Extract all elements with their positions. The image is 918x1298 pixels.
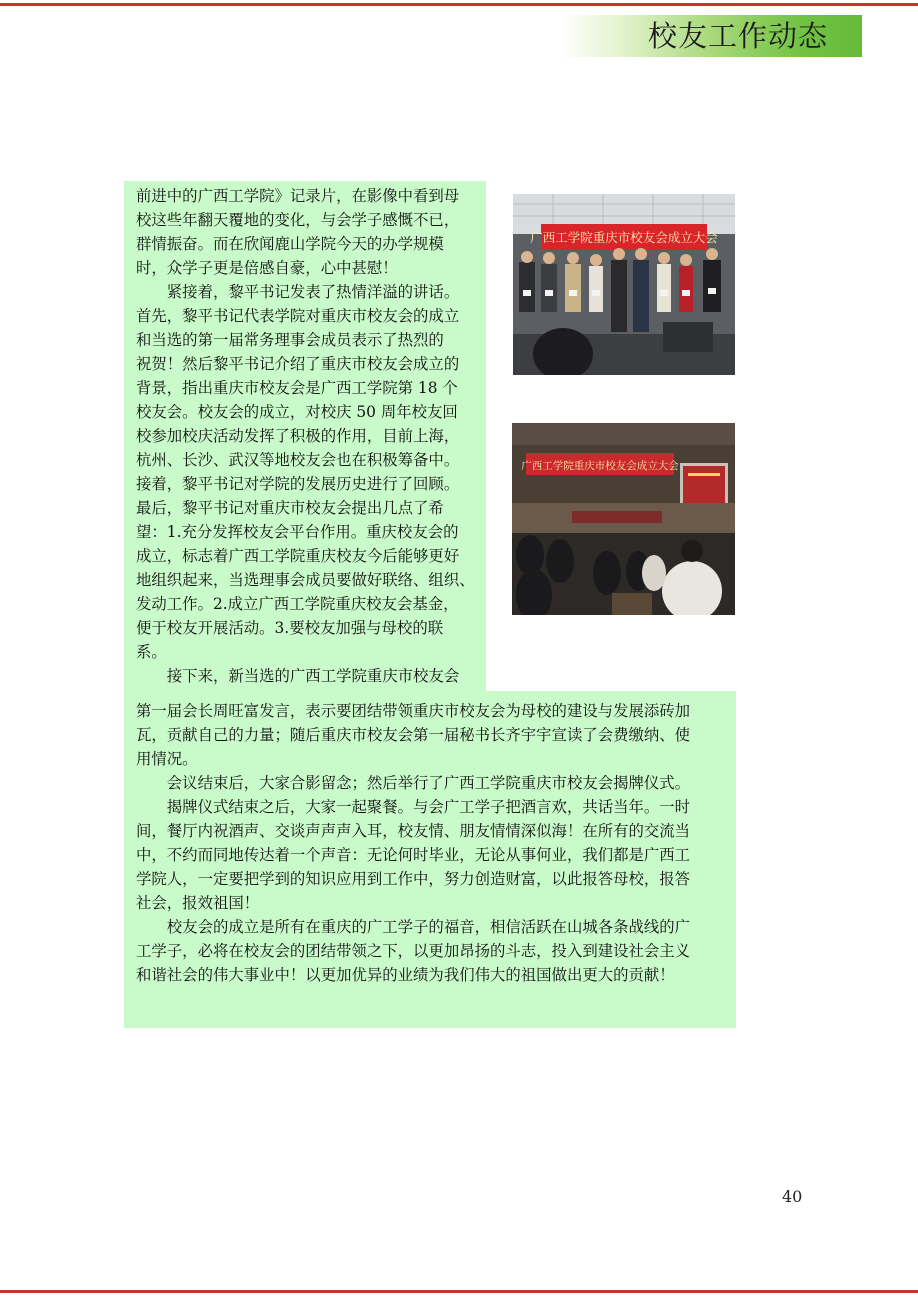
article-text-line: 学院人，一定要把学到的知识应用到工作中，努力创造财富，以此报答母校，报答 [136, 870, 691, 888]
article-text-line: 紧接着，黎平书记发表了热情洋溢的讲话。 [136, 283, 460, 301]
page-number: 40 [782, 1187, 803, 1206]
article-text-line: 便于校友开展活动。3.要校友加强与母校的联 [136, 619, 444, 637]
article-text-line: 望：1.充分发挥校友会平台作用。重庆校友会的 [136, 523, 459, 541]
article-text-line: 接下来，新当选的广西工学院重庆市校友会 [136, 667, 460, 685]
article-text-line: 首先，黎平书记代表学院对重庆市校友会的成立 [136, 307, 460, 325]
article-text-line: 间，餐厅内祝酒声、交谈声声声入耳，校友情、朋友情情深似海！在所有的交流当 [136, 822, 691, 840]
article-text-line: 时，众学子更是倍感自豪，心中甚慰！ [136, 259, 398, 277]
article-full-column [136, 699, 728, 987]
article-text-line: 系。 [136, 643, 167, 661]
article-text-line: 会议结束后，大家合影留念；然后举行了广西工学院重庆市校友会揭牌仪式。 [136, 774, 691, 792]
section-title: 校友工作动态 [648, 19, 829, 53]
article-text-line: 成立，标志着广西工学院重庆校友今后能够更好 [136, 547, 460, 565]
article-text-line: 第一届会长周旺富发言，表示要团结带领重庆市校友会为母校的建设与发展添砖加 [136, 702, 691, 720]
article-text-line: 背景，指出重庆市校友会是广西工学院第 18 个 [136, 379, 458, 397]
article-text-line: 前进中的广西工学院》记录片，在影像中看到母 [136, 187, 460, 205]
article-text-line: 和当选的第一届常务理事会成员表示了热烈的 [136, 331, 444, 349]
article-text-line: 祝贺！然后黎平书记介绍了重庆市校友会成立的 [136, 355, 460, 373]
article-text-line: 校这些年翻天覆地的变化，与会学子感慨不已， [136, 211, 460, 229]
top-rule [0, 3, 918, 6]
article-text-line: 用情况。 [136, 750, 198, 768]
article-text-line: 最后，黎平书记对重庆市校友会提出几点了希 [136, 499, 444, 517]
article-left-column [136, 184, 476, 688]
article-text-line: 校友会的成立是所有在重庆的广工学子的福音，相信活跃在山城各条战线的广 [136, 918, 691, 936]
group-photo-banner-text: 广西工学院重庆市校友会成立大会 [530, 230, 718, 245]
meeting-photo [512, 423, 735, 615]
meeting-photo-banner-text: 广西工学院重庆市校友会成立大会 [521, 460, 679, 472]
article-text-line: 瓦，贡献自己的力量；随后重庆市校友会第一届秘书长齐宇宇宣读了会费缴纳、使 [136, 726, 691, 744]
article-text-line: 和谐社会的伟大事业中！以更加优异的业绩为我们伟大的祖国做出更大的贡献！ [136, 966, 675, 984]
article-text-line: 社会，报效祖国！ [136, 894, 260, 912]
article-text-line: 工学子，必将在校友会的团结带领之下，以更加昂扬的斗志，投入到建设社会主义 [136, 942, 691, 960]
article-text-line: 群情振奋。而在欣闻鹿山学院今天的办学规模 [136, 235, 444, 253]
article-text-line: 揭牌仪式结束之后，大家一起聚餐。与会广工学子把酒言欢，共话当年。一时 [136, 798, 691, 816]
article-text-line: 发动工作。2.成立广西工学院重庆校友会基金， [136, 595, 459, 613]
article-text-line: 地组织起来，当选理事会成员要做好联络、组织、 [136, 571, 475, 589]
article-text-line: 杭州、长沙、武汉等地校友会也在积极筹备中。 [136, 451, 460, 469]
bottom-rule [0, 1290, 918, 1293]
group-photo [513, 194, 735, 375]
article-text-line: 接着，黎平书记对学院的发展历史进行了回顾。 [136, 475, 460, 493]
article-text-line: 校友会。校友会的成立，对校庆 50 周年校友回 [136, 403, 458, 421]
article-text-line: 中，不约而同地传达着一个声音：无论何时毕业，无论从事何业，我们都是广西工 [136, 846, 691, 864]
article-text-line: 校参加校庆活动发挥了积极的作用，目前上海， [136, 427, 460, 445]
